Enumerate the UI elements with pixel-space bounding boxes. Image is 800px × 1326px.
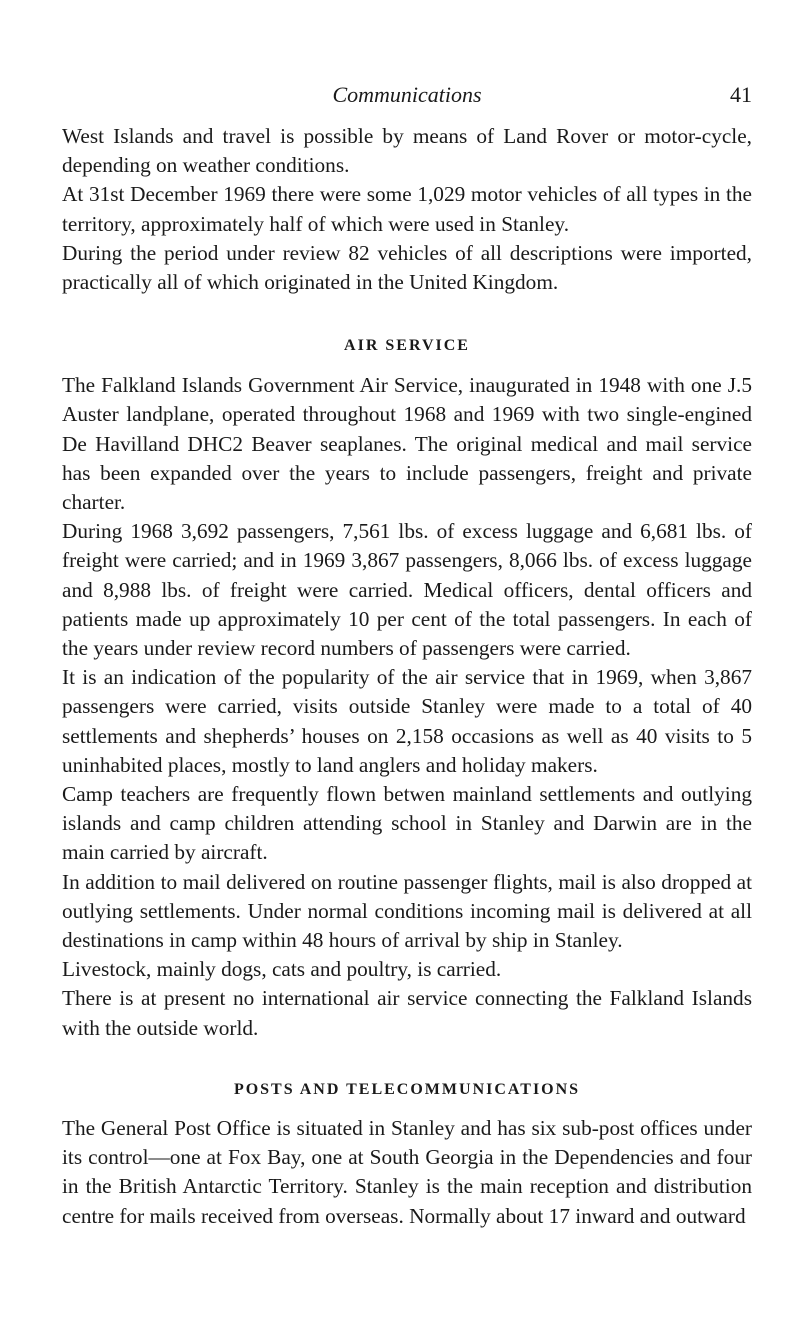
paragraph: The General Post Office is situated in Stanley and has six sub-post offices under its control—one at Fox Bay, one at South Georgia in the Dependencies and four in the British Antarctic Territory. Stanley is the main reception and distribution centre for mails received from overseas. Normally about 17 inward and outward [62,1115,752,1228]
document-page [62,0,752,1231]
paragraph: At 31st December 1969 there were some 1,029 motor vehicles of all types in the territory, approximately half of which were used in Stanley. [62,182,752,236]
section-heading-air-service: AIR SERVICE [344,337,470,355]
intro-section [62,122,752,297]
paragraph: Livestock, mainly dogs, cats and poultry, is carried. [62,957,502,982]
paragraph: It is an indication of the popularity of the air service that in 1969, when 3,867 passengers were carried, visits outside Stanley were made to a total of 40 settlements and shepherds’ houses on 2,158 occasions as well as 40 visits to 5 uninhabited places, mostly to land anglers and holiday makers. [62,665,752,777]
paragraph: During 1968 3,692 passengers, 7,561 lbs. of excess luggage and 6,681 lbs. of freight were carried; and in 1969 3,867 passengers, 8,066 lbs. of excess luggage and 8,988 lbs. of freight were carried. Medical officers, dental officers and patients made up approximately 10 per cent of the total passengers. In each of the years under review record numbers of passengers were carried. [62,519,752,661]
paragraph: In addition to mail delivered on routine passenger flights, mail is also dropped at outlying settlements. Under normal conditions incoming mail is delivered at all destinations in camp within 48 hours of arrival by ship in Stanley. [62,869,752,953]
paragraph: During the period under review 82 vehicles of all descriptions were imported, practically all of which originated in the United Kingdom. [62,240,752,295]
running-header [62,82,752,122]
section-heading-posts: POSTS AND TELECOMMUNICATIONS [233,1080,581,1098]
page-number: 41 [730,82,752,107]
posts-section [62,1080,752,1231]
paragraph: There is at present no international air service connecting the Falkland Islands with the outside world. [62,986,752,1040]
paragraph: The Falkland Islands Government Air Service, inaugurated in 1948 with one J.5 Auster landplane, operated throughout 1968 and 1969 with two single-engined De Havilland DHC2 Beaver seaplanes. The original medical and mail service has been expanded over the years to include passengers, freight and private charter. [62,373,752,515]
air-service-section [62,336,752,1043]
paragraph: West Islands and travel is possible by means of Land Rover or motor-cycle, depending on weather conditions. [62,124,752,178]
running-title: Communications [332,82,482,107]
paragraph: Camp teachers are frequently flown betwen mainland settlements and outlying islands and camp children attending school in Stanley and Darwin are in the main carried by aircraft. [62,782,752,865]
